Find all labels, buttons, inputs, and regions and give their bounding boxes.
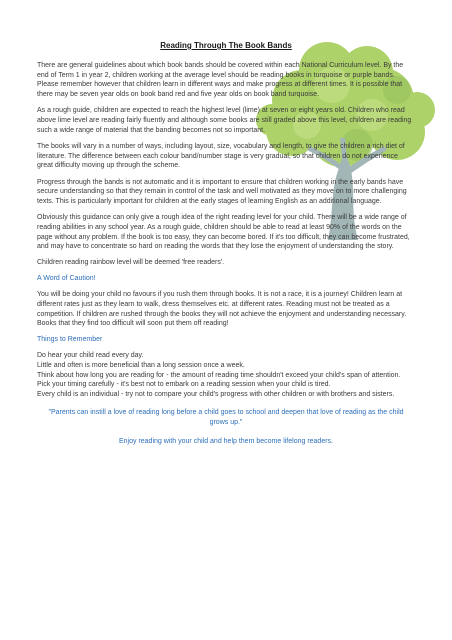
caution-text: You will be doing your child no favours if you rush them through books. It is not a race, it is a journey! Children learn at different rates just as they learn to walk, dress themselves etc. at different rates. Reading must not be treated as a competition. If children are rushed through the books they will not achieve the enjoyment and understanding necessary. Books that they find too difficult will soon put them off reading! (37, 291, 407, 328)
page-title: Reading Through The Book Bands (160, 41, 292, 50)
quote: "Parents can instill a love of reading long before a child goes to school and deepen that love of reading as the child grows up." (48, 408, 404, 426)
paragraph-book-band-guidelines: There are general guidelines about which book bands should be covered within each National Curriculum level. By the end of Term 1 in year 2, children working at the average level should be reading books in turquoise or purple bands. Please remember however that children learn in different ways and make progress at different times. It is possible that there may be seven year olds on book band red and five year olds on book band turquoise. (37, 62, 404, 99)
paragraph-guidance: Obviously this guidance can only give a rough idea of the right reading level for your child. There will be a wide range of reading abilities in any school year. As a rough guide, children should be able to read at least 90% of the words on the page without any problem. If the book is too easy, they can become bored. If it's too difficult, they can become frustrated, and may have to concentrate so hard on reading the words that they lose the enjoyment of understanding the story. (37, 214, 410, 251)
paragraph-book-variety: The books will vary in a number of ways, including layout, size, vocabulary and length, to give the children a rich diet of literature. The difference between each colour band/number stage is very gradual, so that children do not experience great difficulty moving up through the scheme. (37, 142, 405, 170)
remember-list (37, 351, 415, 400)
list-item: Do hear your child read every day. (37, 352, 144, 360)
closing-line: Enjoy reading with your child and help them become lifelong readers. (118, 438, 333, 446)
caution-heading: A Word of Caution! (37, 275, 96, 283)
list-item: Pick your timing carefully - it's best not to embark on a reading session when your child is tired. (37, 381, 331, 389)
list-item: Every child is an individual - try not to compare your child's progress with other children or with brothers and sisters. (37, 391, 395, 399)
list-item: Think about how long you are reading for - the amount of reading time shouldn't exceed your child's span of attention. (37, 371, 401, 379)
paragraph-progress: Progress through the bands is not automatic and it is important to ensure that children working in the early bands have secure understanding so that they remain in control of the task and well motivated as they move on to more challenging texts. This is particularly important for children at the early stages of learning English as an additional language. (37, 178, 407, 205)
list-item: Little and often is more beneficial than a long session once a week. (37, 362, 245, 370)
paragraph-lime-level: As a rough guide, children are expected to reach the highest level (lime) at seven or eight years old. Children who read above lime level are reading fairly fluently and although some books are still graded above this level, children are reading such a wide range of material that the banding becomes not so important. (37, 107, 412, 134)
remember-heading: Things to Remember (37, 336, 103, 344)
paragraph-free-readers: Children reading rainbow level will be deemed 'free readers'. (37, 259, 225, 267)
